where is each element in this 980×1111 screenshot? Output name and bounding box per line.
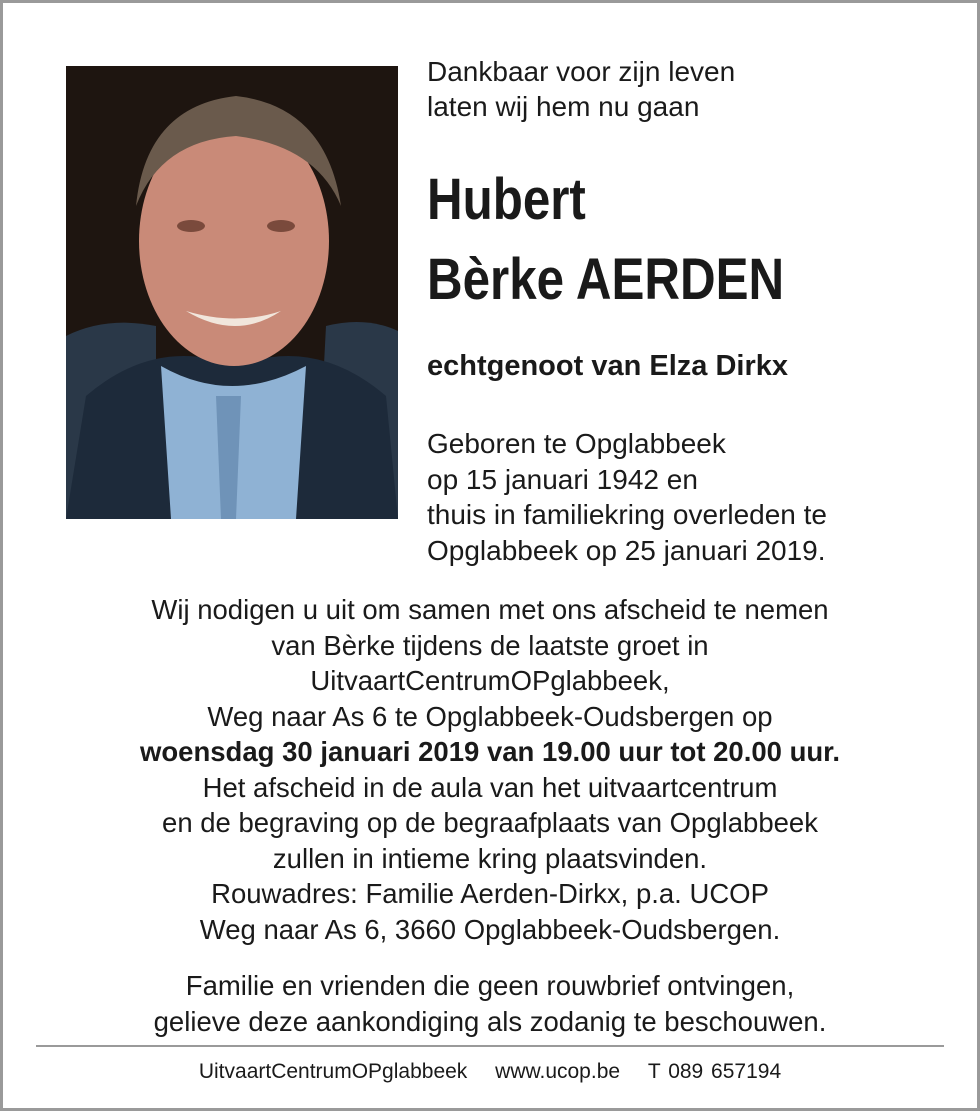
footer-company: UitvaartCentrumOPglabbeek <box>198 1060 468 1083</box>
divider <box>36 1045 944 1047</box>
first-name: Hubert <box>427 167 586 232</box>
portrait-photo <box>66 66 398 519</box>
footer-website[interactable]: www.ucop.be <box>495 1060 621 1083</box>
closing-line: gelieve deze aankondiging als zodanig te beschouwen. <box>153 1005 827 1037</box>
body-line: en de begraving op de begraafplaats van Opglabbeek <box>162 807 818 838</box>
birth-death-info <box>427 426 827 568</box>
info-line: thuis in familiekring overleden te <box>427 499 827 530</box>
body-line: Rouwadres: Familie Aerden-Dirkx, p.a. UCOP <box>211 878 769 909</box>
intro-line: Dankbaar voor zijn leven <box>427 56 736 87</box>
info-line: Geboren te Opglabbeek <box>427 428 726 459</box>
footer-phone: T 089 657194 <box>647 1060 782 1083</box>
body-line: van Bèrke tijdens de laatste groet in <box>271 629 709 661</box>
body-line: zullen in intieme kring plaatsvinden. <box>272 842 708 874</box>
info-line: op 15 januari 1942 en <box>427 463 698 495</box>
closing-line: Familie en vrienden die geen rouwbrief ontvingen, <box>185 970 795 1001</box>
info-line: Opglabbeek op 25 januari 2019. <box>427 534 826 566</box>
body-line: UitvaartCentrumOPglabbeek, <box>310 665 670 696</box>
invitation-text <box>0 592 980 947</box>
body-line: Weg naar As 6 te Opglabbeek-Oudsbergen op <box>207 700 773 732</box>
body-line: Weg naar As 6, 3660 Opglabbeek-Oudsbergen. <box>199 913 781 945</box>
closing-text <box>0 968 980 1039</box>
body-line: Wij nodigen u uit om samen met ons afscheid te nemen <box>151 594 829 625</box>
deceased-name <box>427 160 784 320</box>
nickname-surname: Bèrke AERDEN <box>427 247 785 312</box>
date-time-line: woensdag 30 januari 2019 van 19.00 uur tot 20.00 uur. <box>139 736 840 767</box>
intro-line: laten wij hem nu gaan <box>427 91 700 122</box>
footer <box>0 1060 980 1084</box>
intro-text <box>427 54 735 124</box>
body-line: Het afscheid in de aula van het uitvaartcentrum <box>202 771 778 803</box>
spouse-text: echtgenoot van Elza Dirkx <box>427 350 788 382</box>
